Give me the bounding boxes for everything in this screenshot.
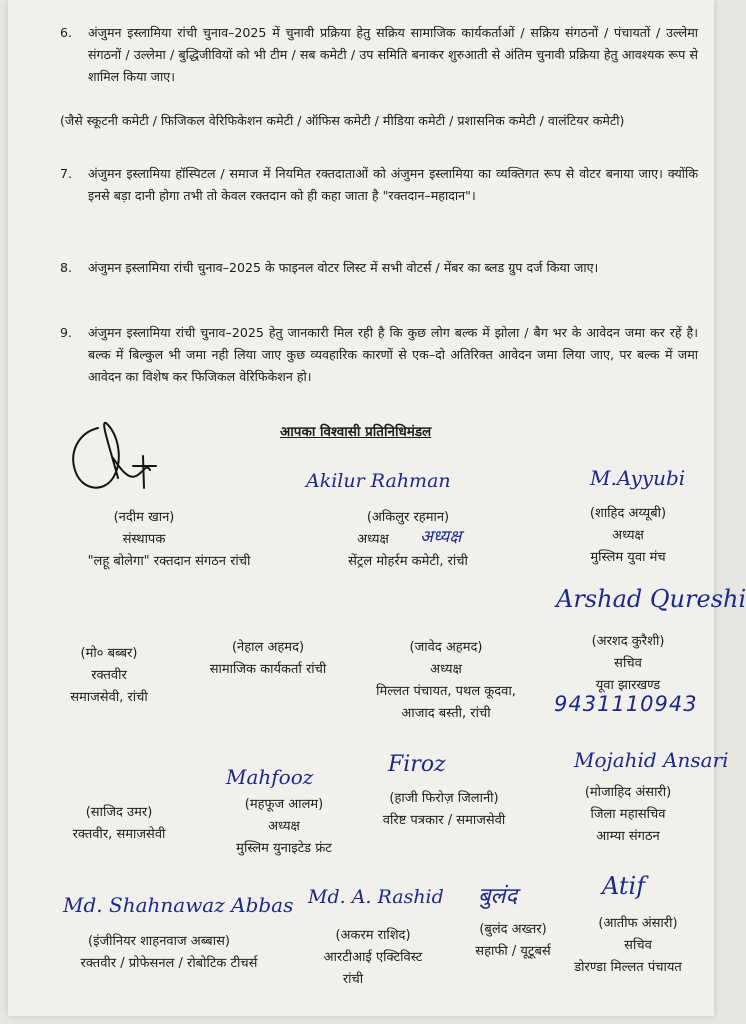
signature-mahfooz-alam: Mahfooz — [226, 765, 314, 789]
para-6-number: 6. — [60, 25, 72, 40]
signatory-6-title: अध्यक्ष — [430, 662, 462, 677]
para-9-text: अंजुमन इस्लामिया रांची चुनाव–2025 हेतु जानकारी मिल रही है कि कुछ लोग बल्क में झोला / बैग भर के आवेदन जमा कर रहें है। बल्क में बिल्कुल भी जमा नही लिया जाए कुछ व्यवहारिक कारणों से एक–दो अतिरिक्त आवेदन जमा लिया जाए, पर बल्क में जमा आवेदन का विशेष कर फिजिकल वेरिफिकेशन हो। — [88, 325, 698, 384]
signatory-8-name: (साजिद उमर) — [85, 805, 153, 820]
signatory-3-title: अध्यक्ष — [612, 528, 644, 543]
signatory-2-org: सेंट्रल मोहर्रम कमेटी, रांची — [348, 554, 468, 569]
signatory-2-name: (अकिलुर रहमान) — [366, 510, 450, 525]
signatory-6-address: आजाद बस्ती, रांची — [401, 706, 491, 721]
signature-atif-ansari: Atif — [602, 872, 646, 900]
signatory-7-name: (अरशद कुरैशी) — [591, 634, 665, 649]
para-7-number: 7. — [60, 166, 72, 181]
signatory-3-org: मुस्लिम युवा मंच — [590, 550, 666, 565]
signatory-15-title: सचिव — [624, 938, 652, 953]
signatory-1-title: संस्थापक — [122, 532, 166, 547]
signatory-1-name: (नदीम खान) — [113, 510, 175, 525]
signatory-1-org: "लहू बोलेगा" रक्तदान संगठन रांची — [87, 554, 251, 569]
signatory-11-name: (मोजाहिद अंसारी) — [584, 785, 672, 800]
signatory-13-title: आरटीआई एक्टिविस्ट — [323, 950, 423, 965]
signatory-7-title: सचिव — [614, 656, 642, 671]
signatory-5-name: (नेहाल अहमद) — [231, 640, 305, 655]
signatory-4-name: (मो० बब्बर) — [80, 646, 138, 661]
signatory-5-title: सामाजिक कार्यकर्ता रांची — [209, 662, 327, 677]
para-6-text: अंजुमन इस्लामिया रांची चुनाव–2025 में चुनावी प्रक्रिया हेतु सक्रिय सामाजिक कार्यकर्ताओं / सक्रिय संगठनों / पंचायतों / उल्लेमा संगठनों / उल्लेमा / बुद्धिजीवियों को भी टीम / सब कमेटी / उप समिति बनाकर शुरुआती से अंतिम चुनावी प्रक्रिया हेतु आवश्यक रूप से शामिल किया जाए। — [88, 25, 698, 84]
para-8-number: 8. — [60, 260, 72, 275]
signature-arshad-qureshi: Arshad Qureshi — [556, 585, 746, 613]
para-9-number: 9. — [60, 325, 72, 340]
signatory-13-name: (अकरम राशिद) — [335, 928, 411, 943]
signatory-4-org: समाजसेवी, रांची — [70, 690, 148, 705]
signature-buland-akhtar: बुलंद — [478, 884, 518, 909]
signatory-13-city: रांची — [342, 972, 364, 987]
signatory-8-title: रक्तवीर, समाजसेवी — [72, 827, 166, 842]
signature-nadeem-khan — [58, 408, 168, 508]
signatory-3-name: (शाहिद अय्यूबी) — [589, 506, 667, 521]
signature-shahnawaz-abbas: Md. Shahnawaz Abbas — [63, 893, 294, 917]
signatory-12-title: रक्तवीर / प्रोफेसनल / रोबोटिक टीचर्स — [80, 956, 258, 971]
para-6-note: (जैसे स्कूटनी कमेटी / फिजिकल वेरिफिकेशन कमेटी / ऑफिस कमेटी / मीडिया कमेटी / प्रशासनिक कमेटी / वालंटियर कमेटी) — [60, 113, 625, 128]
signatory-2-title: अध्यक्ष — [357, 532, 389, 547]
signatory-10-title: वरिष्ट पत्रकार / समाजसेवी — [382, 813, 506, 828]
signatory-4-title: रक्तवीर — [91, 668, 127, 683]
signatory-9-title: अध्यक्ष — [268, 819, 300, 834]
signature-akram-rashid: Md. A. Rashid — [308, 886, 444, 908]
signatory-9-org: मुस्लिम युनाइटेड फ्रंट — [236, 841, 332, 856]
signature-mojahid-ansari: Mojahid Ansari — [574, 748, 729, 772]
signatory-15-name: (आतीफ अंसारी) — [598, 916, 678, 931]
signatory-6-name: (जावेद अहमद) — [409, 640, 483, 655]
signatory-7-org: यूवा झारखण्ड — [595, 678, 661, 693]
signatory-6-org: मिल्लत पंचायत, पथल कूदवा, — [376, 684, 516, 699]
signature-akilur-rahman: Akilur Rahman — [306, 470, 451, 492]
signatory-15-org: डोरण्डा मिल्लत पंचायत — [574, 960, 682, 975]
signatory-14-name: (बुलंद अख्तर) — [479, 922, 547, 937]
handwritten-phone-number: 9431110943 — [554, 692, 698, 716]
signatory-11-title: जिला महासचिव — [590, 807, 666, 822]
signatory-11-org: आम्या संगठन — [596, 829, 660, 844]
signatory-10-name: (हाजी फिरोज़ जिलानी) — [389, 791, 499, 806]
signatory-9-name: (महफूज आलम) — [244, 797, 324, 812]
signatory-14-title: सहाफी / यूटूबर्स — [475, 944, 551, 959]
para-7-text: अंजुमन इस्लामिया हॉस्पिटल / समाज में नियमित रक्तदाताओं को अंजुमन इस्लामिया का व्यक्तिगत रूप से वोटर बनाया जाए। क्योंकि इनसे बड़ा दानी होगा तभी तो केवल रक्तदान को ही कहा जाता है "रक्तदान–महादान"। — [88, 166, 698, 203]
signature-firoz-jilani: Firoz — [388, 752, 446, 777]
signature-shahid-ayyubi: M.Ayyubi — [590, 466, 686, 490]
signature-akilur-stamp: अध्यक्ष — [420, 527, 462, 547]
document-page — [8, 0, 746, 1016]
delegation-heading: आपका विश्वासी प्रतिनिधिमंडल — [280, 424, 432, 440]
para-8-text: अंजुमन इस्लामिया रांची चुनाव–2025 के फाइनल वोटर लिस्ट में सभी वोटर्स / मेंबर का ब्लड ग्रुप दर्ज किया जाए। — [88, 260, 599, 275]
signatory-12-name: (इंजीनियर शाहनवाज अब्बास) — [88, 934, 230, 949]
